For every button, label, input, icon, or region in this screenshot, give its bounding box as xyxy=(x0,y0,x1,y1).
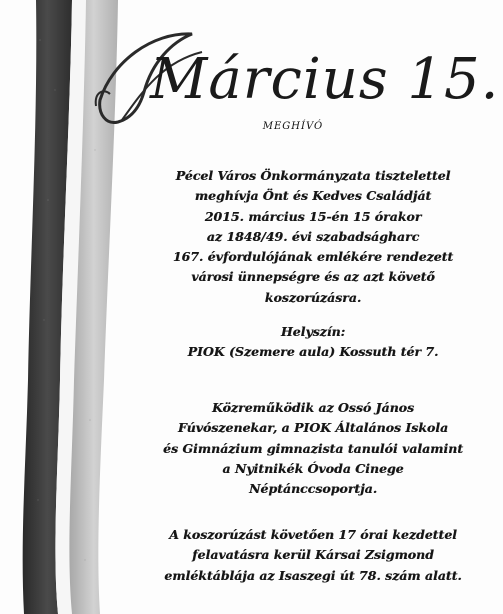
invitation-subtitle: MEGHÍVÓ xyxy=(262,121,324,132)
text-line: Pécel Város Önkormányzata tisztelettel xyxy=(175,168,451,183)
text-line: felavatásra kerül Kársai Zsigmond xyxy=(192,547,434,563)
text-line: meghívja Önt és Kedves Családját xyxy=(194,188,432,204)
text-line: A koszorúzást követően 17 órai kezdettel xyxy=(169,527,457,542)
invitation-text xyxy=(128,166,498,308)
closing-text xyxy=(128,525,498,586)
text-line: Közreműködik az Ossó János xyxy=(211,400,415,415)
text-line: az 1848/49. évi szabadságharc xyxy=(206,228,420,244)
page-title: Március 15. xyxy=(150,47,500,112)
text-line: Fúvószenekar, a PIOK Általános Iskola xyxy=(177,420,449,436)
text-line: 2015. március 15-én 15 órakor xyxy=(204,208,422,224)
text-line: és Gimnázium gimnazista tanulói valamint xyxy=(163,440,463,456)
performers-text xyxy=(128,398,498,499)
text-line: emléktáblája az Isaszegi út 78. szám alatt. xyxy=(164,567,462,583)
text-line: Néptánccsoportja. xyxy=(248,481,378,497)
location-text xyxy=(128,322,498,363)
text-line: a Nyitnikék Óvoda Cinege xyxy=(222,460,404,476)
text-line: 167. évfordulójának emlékére rendezett xyxy=(172,249,454,265)
location-address: PIOK (Szemere aula) Kossuth tér 7. xyxy=(187,344,439,360)
text-line: városi ünnepségre és az azt követő xyxy=(191,269,435,285)
text-line: koszorúzásra. xyxy=(264,289,362,305)
location-label: Helyszín: xyxy=(280,324,346,339)
